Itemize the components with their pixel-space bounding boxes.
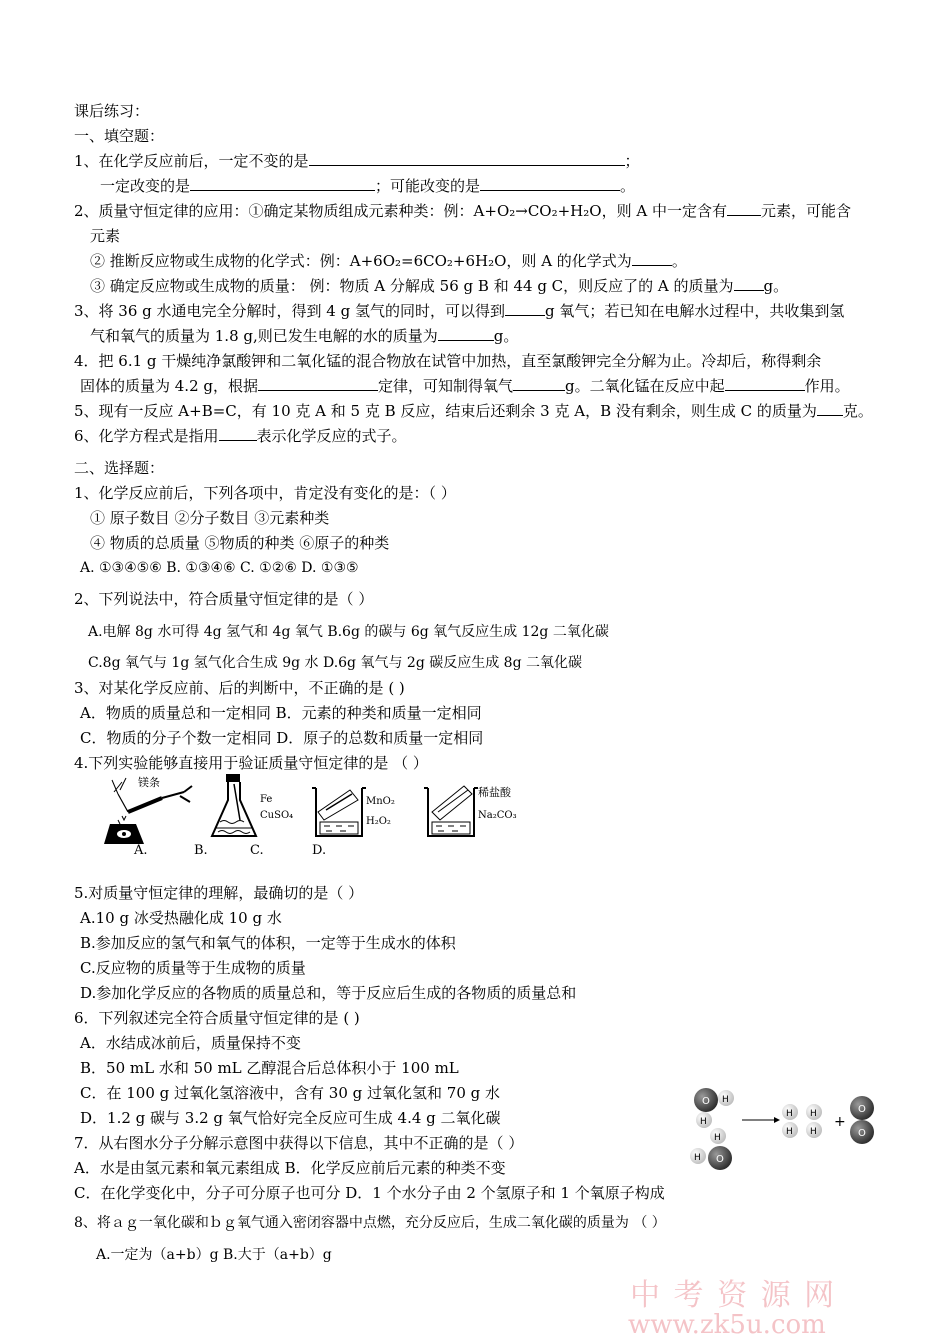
- atom-o-label: O: [858, 1104, 866, 1115]
- water-decomposition-figure: [686, 1086, 890, 1176]
- fill-q4b-text: 固体的质量为 4.2 g，根据: [80, 377, 258, 395]
- fill-q2-line1: [74, 201, 851, 221]
- choice-q2: 2、下列说法中，符合质量守恒定律的是（ ）: [74, 590, 374, 608]
- fill-q5: [74, 401, 873, 421]
- choice-q3-options-cd[interactable]: C．物质的分子个数一定相同 D．原子的总数和质量一定相同: [80, 729, 484, 747]
- choice-q3-options-ab[interactable]: A．物质的质量总和一定相同 B．元素的种类和质量一定相同: [80, 704, 482, 722]
- atom-h-label: H: [694, 1153, 701, 1163]
- choice-q7-options-cd[interactable]: C．在化学变化中，分子可分原子也可分 D．1 个水分子由 2 个氢原子和 1 个氧原子构成: [74, 1184, 665, 1202]
- fill-q1-blank3[interactable]: [480, 176, 620, 191]
- fill-q4-line1: 4．把 6.1 g 干燥纯净氯酸钾和二氧化锰的混合物放在试管中加热，直至氯酸钾完全分解为止。冷却后，称得剩余: [74, 352, 822, 370]
- choice-q5-option-d[interactable]: D.参加化学反应的各物质的质量总和，等于反应后生成的各物质的质量总和: [80, 984, 577, 1002]
- fill-q2-line3: [90, 251, 687, 271]
- exercise-title: 课后练习：: [74, 102, 150, 120]
- oxygen-molecule: [850, 1096, 874, 1144]
- choice-q1-items-row1: ① 原子数目 ②分子数目 ③元素种类: [90, 509, 330, 527]
- choice-q6-option-d[interactable]: D．1.2 g 碳与 3.2 g 氧气恰好完全反应可生成 4.4 g 二氧化碳: [80, 1109, 501, 1127]
- atom-h-label: H: [700, 1117, 707, 1127]
- experiment-b-flask: [194, 774, 293, 858]
- experiment-b-label-cuso4: CuSO₄: [260, 810, 294, 821]
- fill-q1-line2: [100, 176, 635, 196]
- fill-q1b-end: 。: [620, 177, 636, 195]
- fill-q4b-mid1: 定律，可知制得氧气: [378, 377, 514, 395]
- fill-q1-end: ；: [624, 152, 640, 170]
- watermark-title: 中 考 资 源 网: [630, 1278, 837, 1313]
- choice-q1: 1、化学反应前后，下列各项中，肯定没有变化的是：（ ）: [74, 484, 456, 502]
- experiment-c-beaker: [312, 788, 395, 858]
- fill-q3b-end: g。: [493, 327, 519, 345]
- fill-q2c-end: g。: [763, 277, 789, 295]
- experiment-a-magnesium: [104, 775, 192, 858]
- fill-q3-line2: [90, 326, 518, 346]
- plus-sign: +: [834, 1114, 846, 1130]
- option-c-label: C.: [250, 843, 264, 858]
- choice-q7: 7．从右图水分子分解示意图中获得以下信息，其中不正确的是（ ）: [74, 1134, 524, 1152]
- option-b-label: B.: [194, 843, 208, 858]
- fill-q3-blank2[interactable]: [438, 326, 494, 341]
- fill-q3b-text: 气和氧气的质量为 1.8 g,则已发生电解的水的质量为: [90, 327, 438, 345]
- experiment-c-label-mno2: MnO₂: [366, 796, 395, 807]
- fill-q1-blank2[interactable]: [190, 176, 375, 191]
- choice-q5: 5.对质量守恒定律的理解，最确切的是（ ）: [74, 884, 364, 902]
- fill-q4b-end: 作用。: [804, 377, 850, 395]
- atom-h-label: H: [786, 1127, 793, 1137]
- water-molecule-1: [694, 1088, 734, 1128]
- choice-q1-options[interactable]: A. ①③④⑤⑥ B. ①③④⑥ C. ①②⑥ D. ①③⑤: [80, 560, 359, 576]
- choice-q3: 3、对某化学反应前、后的判断中，不正确的是 ( ): [74, 679, 405, 697]
- fill-q2-blank1[interactable]: [727, 201, 761, 216]
- experiment-c-label-h2o2: H₂O₂: [366, 816, 391, 827]
- section-fill-heading: 一、填空题：: [74, 127, 165, 145]
- choice-q6-option-a[interactable]: A．水结成冰前后，质量保持不变: [80, 1034, 301, 1052]
- choice-q6: 6．下列叙述完全符合质量守恒定律的是 ( ): [74, 1009, 360, 1027]
- fill-q2-blank2[interactable]: [632, 251, 672, 266]
- reaction-arrowhead: [774, 1117, 780, 1123]
- fill-q2a-text: 2、质量守恒定律的应用：①确定某物质组成元素种类：例：A+O₂→CO₂+H₂O，则 A 中一定含有: [74, 202, 727, 220]
- fill-q5-blank[interactable]: [817, 401, 843, 416]
- fill-q1b-text: 一定改变的是: [100, 177, 191, 195]
- fill-q4b-mid2: g。二氧化锰在反应中起: [565, 377, 725, 395]
- fill-q5-end: 克。: [842, 402, 873, 420]
- experiment-b-label-fe: Fe: [260, 794, 273, 805]
- fill-q2-line2: 元素: [90, 227, 121, 245]
- atom-o-label: O: [858, 1128, 866, 1139]
- choice-q2-options-ab[interactable]: A.电解 8g 水可得 4g 氢气和 4g 氧气 B.6g 的碳与 6g 氧气反应生成 12g 二氧化碳: [88, 624, 609, 640]
- fill-q3-blank1[interactable]: [505, 301, 545, 316]
- fill-q4-blank1[interactable]: [258, 376, 378, 391]
- fill-q1-text: 1、在化学反应前后，一定不变的是: [74, 152, 309, 170]
- experiment-a-label: 镁条: [138, 776, 160, 789]
- fill-q2b-end: 。: [671, 252, 687, 270]
- atom-h-label: H: [810, 1109, 817, 1119]
- fill-q3a-text: 3、将 36 g 水通电完全分解时，得到 4 g 氢气的同时，可以得到: [74, 302, 505, 320]
- choice-q4: 4.下列实验能够直接用于验证质量守恒定律的是 （ ）: [74, 754, 428, 772]
- atom-o-label: O: [702, 1096, 710, 1107]
- atom-h-label: H: [714, 1133, 721, 1143]
- fill-q6-end: 表示化学反应的式子。: [256, 427, 407, 445]
- choice-q1-items-row2: ④ 物质的总质量 ⑤物质的种类 ⑥原子的种类: [90, 534, 390, 552]
- choice-q5-option-c[interactable]: C.反应物的质量等于生成物的质量: [80, 959, 306, 977]
- water-molecule-2: [690, 1128, 732, 1170]
- fill-q6: [74, 426, 407, 446]
- option-a-label: A.: [134, 843, 148, 858]
- section-choice-heading: 二、选择题：: [74, 459, 165, 477]
- option-d-label: D.: [312, 843, 327, 858]
- choice-q2-options-cd[interactable]: C.8g 氧气与 1g 氢气化合生成 9g 水 D.6g 氧气与 2g 碳反应生成 8g 二氧化碳: [88, 655, 583, 671]
- choice-q8: 8、将ａｇ一氧化碳和ｂｇ氧气通入密闭容器中点燃，充分反应后，生成二氧化碳的质量为 （ ）: [74, 1215, 666, 1231]
- fill-q2c-text: ③ 确定反应物或生成物的质量： 例：物质 A 分解成 56 g B 和 44 g C，则反应了的 A 的质量为: [90, 277, 734, 295]
- choice-q8-options-ab[interactable]: A.一定为（a+b）g B.大于（a+b）g: [96, 1247, 332, 1263]
- atom-h-label: H: [810, 1127, 817, 1137]
- fill-q2a-end: 元素，可能含: [760, 202, 851, 220]
- fill-q1-line1: [74, 151, 640, 171]
- fill-q2-blank3[interactable]: [734, 276, 764, 291]
- fill-q2-line4: [90, 276, 788, 296]
- fill-q5-text: 5、现有一反应 A+B=C，有 10 克 A 和 5 克 B 反应，结束后还剩余 3 克 A，B 没有剩余，则生成 C 的质量为: [74, 402, 817, 420]
- choice-q6-option-c[interactable]: C．在 100 g 过氧化氢溶液中，含有 30 g 过氧化氢和 70 g 水: [80, 1084, 501, 1102]
- fill-q1b-mid: ；可能改变的是: [375, 177, 481, 195]
- choice-q5-option-a[interactable]: A.10 g 冰受热融化成 10 g 水: [80, 909, 282, 927]
- fill-q4-blank2[interactable]: [513, 376, 565, 391]
- fill-q3a-end: g 氧气；若已知在电解水过程中，共收集到氢: [545, 302, 845, 320]
- fill-q2b-text: ② 推断反应物或生成物的化学式：例：A+6O₂=6CO₂+6H₂O，则 A 的化学式为: [90, 252, 632, 270]
- choice-q5-option-b[interactable]: B.参加反应的氢气和氧气的体积，一定等于生成水的体积: [80, 934, 456, 952]
- watermark-url: www.zk5u.com: [628, 1310, 826, 1340]
- experiment-d-beaker: [424, 785, 517, 836]
- fill-q4-line2: [80, 376, 850, 396]
- fill-q6-blank[interactable]: [219, 426, 257, 441]
- fill-q1-blank1[interactable]: [309, 151, 625, 166]
- fill-q4-blank3[interactable]: [725, 376, 805, 391]
- atom-h-label: H: [786, 1109, 793, 1119]
- fill-q3-line1: [74, 301, 844, 321]
- experiment-d-label-na2co3: Na₂CO₃: [478, 810, 517, 821]
- experiment-d-label-hcl: 稀盐酸: [478, 786, 511, 799]
- experiment-figure: [100, 774, 530, 858]
- atom-o-label: O: [716, 1154, 724, 1165]
- choice-q6-option-b[interactable]: B．50 mL 水和 50 mL 乙醇混合后总体积小于 100 mL: [80, 1059, 459, 1077]
- atom-h-label: H: [722, 1095, 729, 1105]
- fill-q6-text: 6、化学方程式是指用: [74, 427, 219, 445]
- choice-q7-options-ab[interactable]: A．水是由氢元素和氧元素组成 B．化学反应前后元素的种类不变: [74, 1159, 506, 1177]
- hydrogen-molecules: [782, 1104, 822, 1138]
